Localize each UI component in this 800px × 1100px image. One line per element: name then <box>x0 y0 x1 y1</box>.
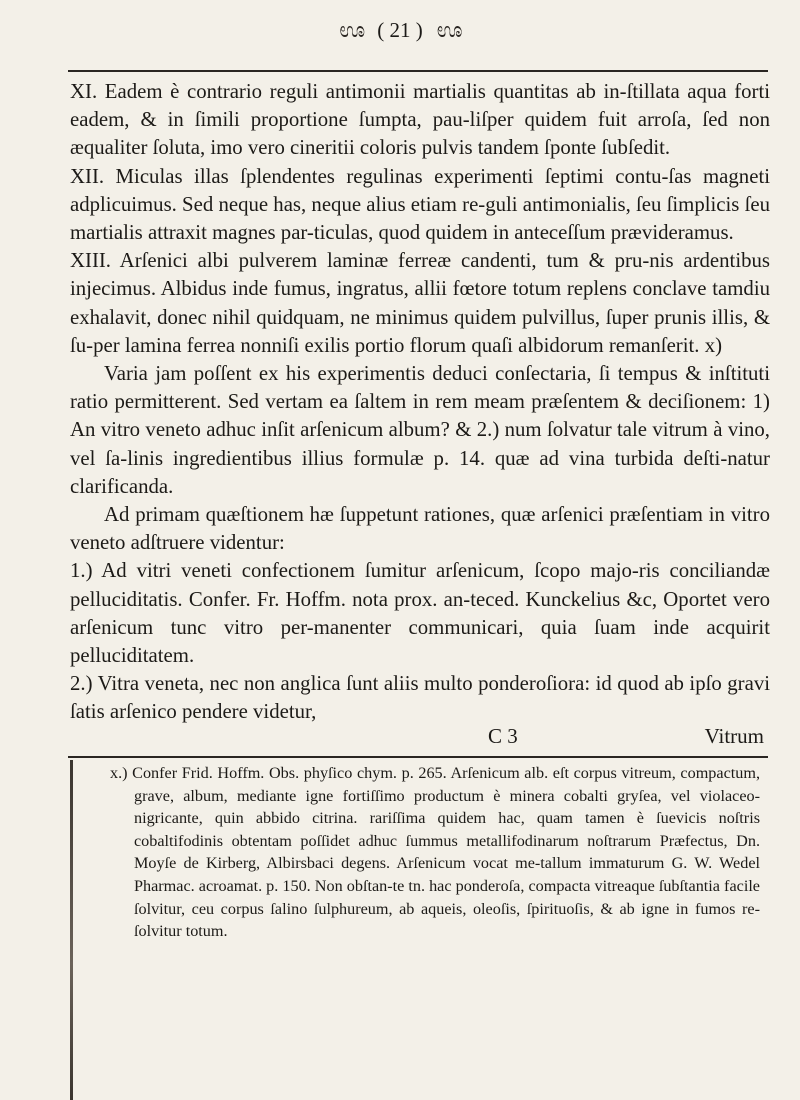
page-header <box>0 10 800 50</box>
right-ornament-icon: ಊ <box>436 17 461 42</box>
catchword: Vitrum <box>704 724 764 748</box>
footnote-rule <box>68 756 768 758</box>
page-number: ( 21 ) <box>377 17 423 42</box>
main-text <box>70 78 770 727</box>
paragraph-point-2: 2.) Vitra veneta, nec non anglica ſunt aliis multo ponderoſiora: id quod ab ipſo gravi ſatis arſenico pendere videtur, <box>70 672 770 724</box>
footnote-text: x.) Confer Frid. Hoffm. Obs. phyſico chym. p. 265. Arſenicum alb. eſt corpus vitreum, compactum, grave, album, mediante igne fortiſſimo productum è minera cobalti gryſea, vel violaceo-nigricante, quin abbido citrina. rariſſima quidem hac, quam tamen è ſuevicis noſtris cobaltifodinis obtentam poſſidet adhuc ſummus metallifodinarum noſtrarum Præfectus, Dn. Moyſe de Kirberg, Albirsbaci degens. Arſenicum vocat me-tallum immaturum G. W. Wedel Pharmac. acroamat. p. 150. Non obſtan-te tn. hac ponderoſa, compacta vitreaque ſubſtantia facile ſolvitur, ceu corpus ſalino ſulphureum, ab aqueis, oleoſis, ſpirituoſis, & ab igne in fumos re-ſolvitur totum. <box>110 764 760 941</box>
footnote <box>110 762 760 943</box>
signature-mark: C 3 <box>488 724 518 748</box>
paragraph-point-1: 1.) Ad vitri veneti confectionem ſumitur arſenicum, ſcopo majo-ris conciliandæ pelluciditatis. Confer. Fr. Hoffm. nota prox. an-teced. Kunckelius &c, Oportet vero arſenicum tunc vitro per-manenter communicari, quia ſuam inde acquirit pelluciditatem. <box>70 559 770 668</box>
paragraph-xii: XII. Miculas illas ſplendentes regulinas experimenti ſeptimi contu-ſas magneti adplicuimus. Sed neque has, neque alius etiam re-guli antimonialis, ſeu ſimplicis ſeu martialis attraxit magnes par-ticulas, quod quidem in anteceſſum prævideramus. <box>70 164 771 245</box>
paragraph-xi: XI. Eadem è contrario reguli antimonii martialis quantitas ab in-ſtillata aqua forti eadem, & in ſimili proportione ſumpta, pau-liſper quidem fuit arroſa, ſed non æqualiter ſoluta, imo vero cineritii coloris pulvis tandem ſponte ſubſedit. <box>70 80 770 160</box>
left-ornament-icon: ಊ <box>339 17 364 42</box>
header-rule <box>68 70 768 72</box>
paragraph-consectaria: Varia jam poſſent ex his experimentis deduci conſectaria, ſi tempus & inſtituti ratio permitterent. Sed vertam ea ſaltem in rem meam præſentem & deciſionem: 1) An vitro veneto adhuc inſit arſenicum album? & 2.) num ſolvatur tale vitrum à vino, vel ſa-linis ingredientibus illius formulæ p. 14. quæ ad vina turbida deſti-natur clarificanda. <box>70 362 770 498</box>
paragraph-xiii: XIII. Arſenici albi pulverem laminæ ferreæ candenti, tum & pru-nis ardentibus injecimus. Albidus inde fumus, ingratus, allii fœtore totum replens conclave tamdiu exhalavit, donec nihil quidquam, ne minimus quidem pulvillus, ſuper prunis illis, & ſu-per lamina ferrea nonniſi exilis portio florum quaſi albidorum remanſerit. x) <box>70 249 770 357</box>
paragraph-rationes: Ad primam quæſtionem hæ ſuppetunt rationes, quæ arſenici præſentiam in vitro veneto adſtruere videntur: <box>70 503 770 555</box>
catch-line <box>70 724 770 752</box>
binding-shadow <box>70 760 73 1100</box>
